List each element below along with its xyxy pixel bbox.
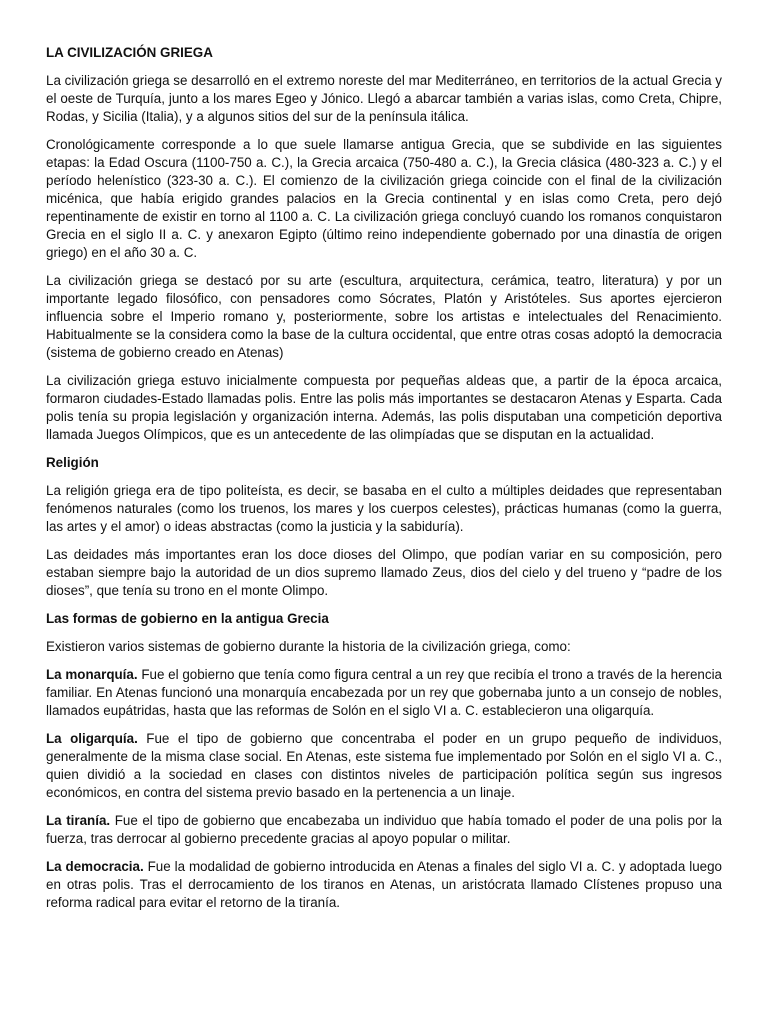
religion-paragraph-2: Las deidades más importantes eran los doce dioses del Olimpo, que podían variar en su composición, pero estaban siempre bajo la autoridad de un dios supremo llamado Zeus, dios del cielo y del trueno y “padre de los dioses”, que tenía su trono en el monte Olimpo.: [46, 547, 722, 598]
government-form-monarquia: [46, 666, 722, 720]
religion-heading: Religión: [46, 455, 99, 470]
government-form-term: La tiranía.: [46, 813, 111, 828]
government-form-term: La oligarquía.: [46, 731, 138, 746]
religion-paragraph-1: La religión griega era de tipo politeísta, es decir, se basaba en el culto a múltiples deidades que representaban fenómenos naturales (como los truenos, los mares y los cuerpos celestes), prácticas humanas (como la guerra, las artes y el amor) o ideas abstractas (como la justicia y la sabiduría).: [46, 483, 722, 534]
government-form-democracia: [46, 858, 722, 912]
intro-paragraph-3: La civilización griega se destacó por su arte (escultura, arquitectura, cerámica, teatro, literatura) y por un importante legado filosófico, con pensadores como Sócrates, Platón y Aristóteles. Sus aportes ejercieron influencia sobre el Imperio romano y, posteriormente, sobre los artistas e intelectuales del Renacimiento. Habitualmente se la considera como la base de la cultura occidental, que entre otras cosas adoptó la democracia (sistema de gobierno creado en Atenas): [46, 273, 722, 360]
intro-paragraph-2: Cronológicamente corresponde a lo que suele llamarse antigua Grecia, que se subdivide en las siguientes etapas: la Edad Oscura (1100-750 a. C.), la Grecia arcaica (750-480 a. C.), la Grecia clásica (480-323 a. C.) y el período helenístico (323-30 a. C.). El comienzo de la civilización griega coincide con el final de la civilización micénica, que había erigido grandes palacios en la Grecia continental y en islas como Creta, pero dejó repentinamente de existir en torno al 1100 a. C. La civilización griega concluyó cuando los romanos conquistaron Grecia en el siglo II a. C. y anexaron Egipto (último reino independiente gobernado por una dinastía de origen griego) en el año 30 a. C.: [46, 137, 722, 260]
government-form-text: Fue el tipo de gobierno que encabezaba un individuo que había tomado el poder de una polis por la fuerza, tras derrocar al gobierno precedente gracias al apoyo popular o militar.: [46, 813, 722, 846]
government-form-term: La monarquía.: [46, 667, 138, 682]
government-form-text: Fue el tipo de gobierno que concentraba el poder en un grupo pequeño de individuos, generalmente de la misma clase social. En Atenas, este sistema fue implementado por Solón en el siglo VI a. C., quien dividió a la sociedad en clases con distintos niveles de participación política según sus ingresos económicos, en contra del sistema previo basado en la pertenencia a un linaje.: [46, 731, 722, 800]
government-form-oligarquia: [46, 730, 722, 802]
government-form-text: Fue el gobierno que tenía como figura central a un rey que recibía el trono a través de la herencia familiar. En Atenas funcionó una monarquía encabezada por un rey que gobernaba junto a un consejo de nobles, llamados eupátridas, hasta que las reformas de Solón en el siglo VI a. C. establecieron una oligarquía.: [46, 667, 722, 718]
document-page: [46, 44, 722, 922]
government-form-tirania: [46, 812, 722, 848]
intro-paragraph-1: La civilización griega se desarrolló en el extremo noreste del mar Mediterráneo, en territorios de la actual Grecia y el oeste de Turquía, junto a los mares Egeo y Jónico. Llegó a abarcar también a varias islas, como Creta, Chipre, Rodas, y Sicilia (Italia), y a algunos sitios del sur de la península itálica.: [46, 73, 722, 124]
government-form-text: Fue la modalidad de gobierno introducida en Atenas a finales del siglo VI a. C. y adoptada luego en otras polis. Tras el derrocamiento de los tiranos en Atenas, un aristócrata llamado Clístenes propuso una reforma radical para evitar el retorno de la tiranía.: [46, 859, 722, 910]
intro-paragraph-4: La civilización griega estuvo inicialmente compuesta por pequeñas aldeas que, a partir de la época arcaica, formaron ciudades-Estado llamadas polis. Entre las polis más importantes se destacaron Atenas y Esparta. Cada polis tenía su propia legislación y organización interna. Además, las polis disputaban una competición deportiva llamada Juegos Olímpicos, que es un antecedente de las olimpíadas que se disputan en la actualidad.: [46, 373, 722, 442]
government-intro: Existieron varios sistemas de gobierno durante la historia de la civilización griega, como:: [46, 639, 571, 654]
government-form-term: La democracia.: [46, 859, 144, 874]
document-title: LA CIVILIZACIÓN GRIEGA: [46, 45, 213, 60]
government-heading: Las formas de gobierno en la antigua Grecia: [46, 611, 329, 626]
